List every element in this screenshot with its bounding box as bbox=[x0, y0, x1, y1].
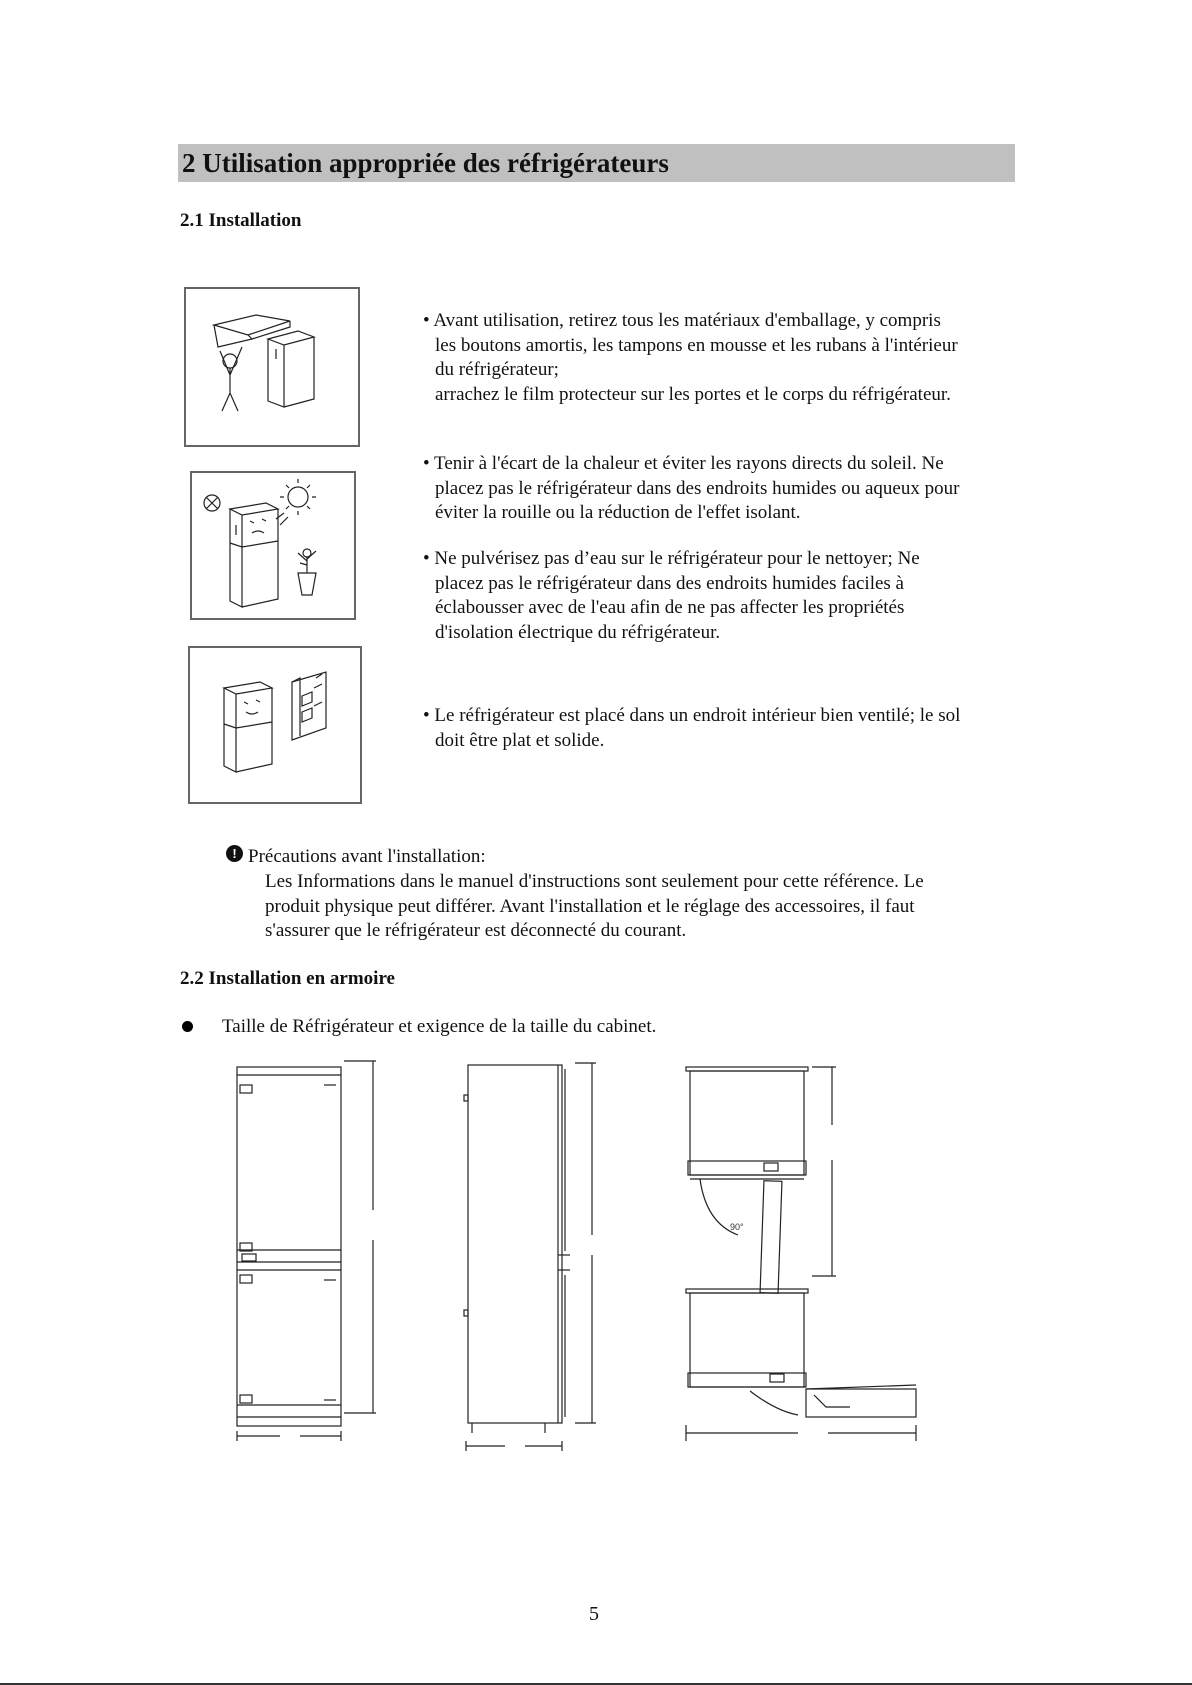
precautions-title: Précautions avant l'installation: bbox=[248, 846, 486, 867]
bullet-unpacking-line4: arrachez le film protecteur sur les portes et le corps du réfrigérateur. bbox=[435, 383, 951, 405]
bullet-unpacking-line1: • Avant utilisation, retirez tous les matériaux d'emballage, y compris bbox=[423, 310, 941, 331]
bullet-water-line2: placez pas le réfrigérateur dans des endroits humides faciles à bbox=[435, 572, 904, 594]
installation-heading: 2.1 Installation bbox=[180, 210, 302, 231]
bullet-dot-icon bbox=[182, 1021, 193, 1032]
bullet-unpacking-line3: du réfrigérateur; bbox=[435, 359, 559, 380]
warning-icon: ! bbox=[226, 845, 243, 862]
bullet-water-line1: • Ne pulvérisez pas d’eau sur le réfrigérateur pour le nettoyer; Ne bbox=[423, 548, 920, 569]
bullet-unpacking-line2: les boutons amortis, les tampons en mousse et les rubans à l'intérieur bbox=[435, 334, 958, 356]
heat-sun-illustration bbox=[190, 471, 356, 620]
ventilation-illustration bbox=[188, 646, 362, 804]
bullet-ventilation bbox=[423, 704, 1017, 753]
bullet-heat-line3: éviter la rouille ou la réduction de l'effet isolant. bbox=[435, 502, 801, 523]
precautions-line1: Les Informations dans le manuel d'instructions sont seulement pour cette référence. Le bbox=[265, 871, 924, 892]
precautions-line3: s'assurer que le réfrigérateur est déconnecté du courant. bbox=[265, 920, 687, 941]
bullet-water-line4: d'isolation électrique du réfrigérateur. bbox=[435, 621, 721, 643]
section-title: 2 Utilisation appropriée des réfrigérateurs bbox=[182, 148, 669, 178]
bullet-heat bbox=[423, 452, 1017, 526]
precautions-body bbox=[265, 870, 995, 944]
bullet-water bbox=[423, 547, 1017, 645]
cabinet-dimension-drawings bbox=[220, 1055, 920, 1455]
bullet-heat-line2: placez pas le réfrigérateur dans des endroits humides ou aqueux pour bbox=[435, 477, 960, 499]
cabinet-bullet-text: Taille de Réfrigérateur et exigence de la taille du cabinet. bbox=[222, 1016, 657, 1037]
angle-label: 90° bbox=[730, 1222, 744, 1232]
bullet-water-line3: éclabousser avec de l'eau afin de ne pas affecter les propriétés bbox=[435, 597, 905, 618]
bullet-ventilation-line1: • Le réfrigérateur est placé dans un endroit intérieur bien ventilé; le sol bbox=[423, 705, 961, 726]
bullet-heat-line1: • Tenir à l'écart de la chaleur et éviter les rayons directs du soleil. Ne bbox=[423, 453, 944, 474]
precautions-line2: produit physique peut différer. Avant l'installation et le réglage des accessoires, il faut bbox=[265, 895, 915, 917]
cabinet-heading: 2.2 Installation en armoire bbox=[180, 968, 395, 989]
bullet-ventilation-line2: doit être plat et solide. bbox=[435, 729, 605, 751]
page-number: 5 bbox=[589, 1603, 599, 1625]
unpacking-illustration bbox=[184, 287, 360, 447]
bullet-unpacking bbox=[423, 309, 1017, 407]
